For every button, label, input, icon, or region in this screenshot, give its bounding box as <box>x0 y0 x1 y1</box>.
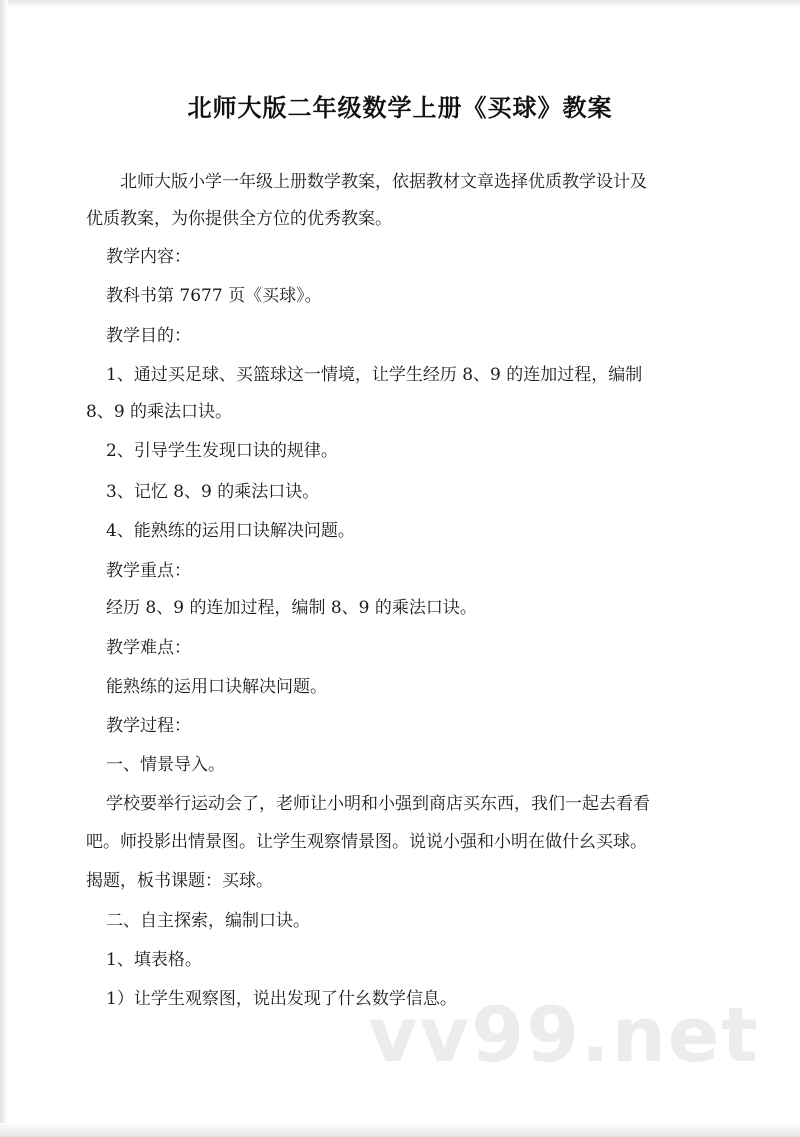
process-heading: 教学过程： <box>106 716 191 736</box>
key-heading: 教学重点： <box>106 561 191 581</box>
intro-line-1: 北师大版小学一年级上册数学教案，依据教材文章选择优质教学设计及 <box>120 172 647 192</box>
difficulty-heading: 教学难点： <box>106 638 191 658</box>
goal-2: 2、引导学生发现口诀的规律。 <box>106 441 338 461</box>
step-2-sub-1: 1、填表格。 <box>106 950 202 970</box>
page-shadow-top <box>0 0 800 8</box>
content-heading: 教学内容： <box>106 247 191 267</box>
document-title: 北师大版二年级数学上册《买球》教案 <box>187 94 613 122</box>
key-text: 经历 8、9 的连加过程，编制 8、9 的乘法口诀。 <box>106 598 477 618</box>
step-2-sub-1-item-1: 1）让学生观察图，说出发现了什幺数学信息。 <box>106 989 457 1009</box>
page-shadow-bottom <box>0 1123 800 1137</box>
goal-3: 3、记忆 8、9 的乘法口诀。 <box>106 482 320 502</box>
step-1-heading: 一、情景导入。 <box>106 755 225 775</box>
step-2-heading: 二、自主探索，编制口诀。 <box>106 911 310 931</box>
goal-1-line-1: 1、通过买足球、买篮球这一情境，让学生经历 8、9 的连加过程，编制 <box>106 365 643 385</box>
step-1-line-3: 揭题，板书课题：买球。 <box>86 871 273 891</box>
watermark: vv99.net <box>368 990 760 1079</box>
goal-1-line-2: 8、9 的乘法口诀。 <box>86 402 233 422</box>
step-1-line-2: 吧。师投影出情景图。让学生观察情景图。说说小强和小明在做什幺买球。 <box>86 832 647 852</box>
page-shadow-left <box>0 0 8 1137</box>
content-text: 教科书第 7677 页《买球》。 <box>106 286 322 306</box>
goals-heading: 教学目的： <box>106 326 191 346</box>
step-1-line-1: 学校要举行运动会了，老师让小明和小强到商店买东西，我们一起去看看 <box>106 794 650 814</box>
difficulty-text: 能熟练的运用口诀解决问题。 <box>106 677 327 697</box>
goal-4: 4、能熟练的运用口诀解决问题。 <box>106 521 355 541</box>
intro-line-2: 优质教案，为你提供全方位的优秀教案。 <box>86 209 392 229</box>
